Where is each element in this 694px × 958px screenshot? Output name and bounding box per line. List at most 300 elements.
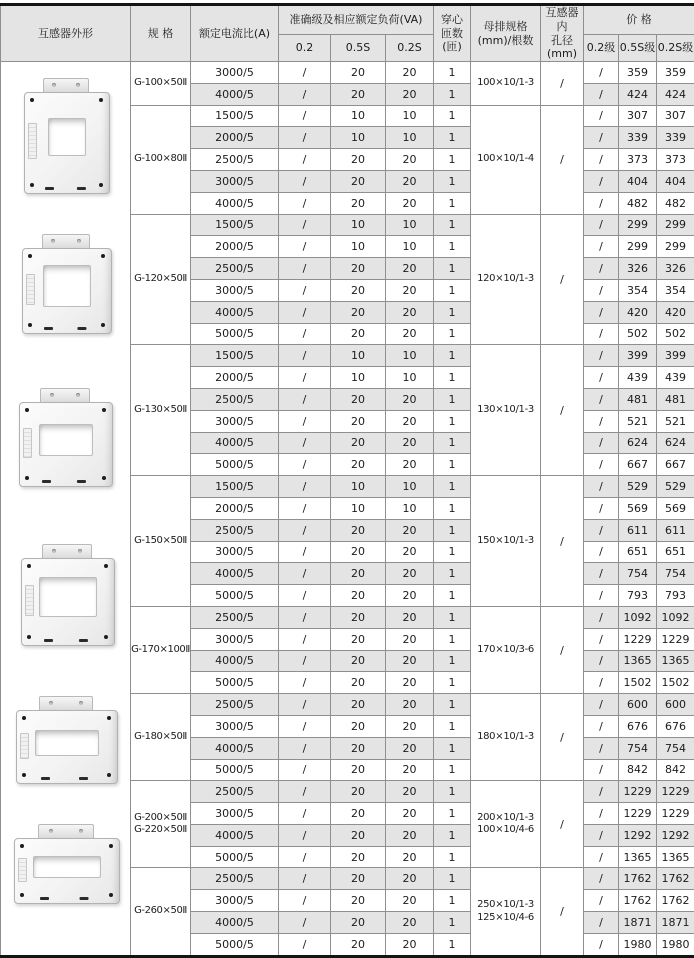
cell-price-05s: 299 (619, 236, 657, 258)
cell-va-02: / (279, 454, 331, 476)
cell-va-02: / (279, 933, 331, 956)
cell-va-02: / (279, 127, 331, 149)
cell-price-05s: 754 (619, 737, 657, 759)
cell-ratio: 4000/5 (191, 192, 279, 214)
cell-va-02s: 10 (386, 214, 434, 236)
cell-va-05s: 20 (331, 258, 386, 280)
cell-ratio: 2000/5 (191, 127, 279, 149)
cell-price-02s: 404 (657, 170, 694, 192)
cell-price-02s: 1229 (657, 781, 694, 803)
cell-price-02s: 481 (657, 388, 694, 410)
cell-va-02s: 20 (386, 628, 434, 650)
cell-price-02: / (584, 628, 619, 650)
cell-turns: 1 (434, 323, 471, 345)
cell-price-02s: 502 (657, 323, 694, 345)
cell-spec: G-180×50Ⅱ (131, 694, 191, 781)
cell-va-02: / (279, 628, 331, 650)
cell-price-02s: 1502 (657, 672, 694, 694)
cell-price-05s: 667 (619, 454, 657, 476)
transformer-detail (23, 428, 32, 458)
cell-va-02s: 20 (386, 781, 434, 803)
cell-price-02s: 651 (657, 541, 694, 563)
transformer-detail (30, 98, 34, 102)
cell-spec: G-100×50Ⅱ (131, 62, 191, 106)
cell-va-05s: 10 (331, 105, 386, 127)
cell-ratio: 4000/5 (191, 432, 279, 454)
cell-price-02: / (584, 541, 619, 563)
header-spec: 规 格 (131, 5, 191, 62)
transformer-photo-5 (16, 696, 116, 784)
cell-va-02s: 20 (386, 672, 434, 694)
cell-price-02s: 354 (657, 279, 694, 301)
cell-price-02: / (584, 824, 619, 846)
cell-price-02: / (584, 345, 619, 367)
cell-price-05s: 307 (619, 105, 657, 127)
cell-turns: 1 (434, 170, 471, 192)
cell-va-05s: 20 (331, 933, 386, 956)
cell-turns: 1 (434, 563, 471, 585)
cell-price-02s: 624 (657, 432, 694, 454)
cell-va-02: / (279, 497, 331, 519)
cell-price-02s: 299 (657, 236, 694, 258)
cell-price-02s: 600 (657, 694, 694, 716)
cell-va-05s: 20 (331, 715, 386, 737)
cell-va-05s: 20 (331, 519, 386, 541)
cell-va-02: / (279, 715, 331, 737)
header-price: 价 格 (584, 5, 694, 35)
cell-price-05s: 1292 (619, 824, 657, 846)
cell-price-02s: 676 (657, 715, 694, 737)
cell-va-02: / (279, 737, 331, 759)
cell-va-02s: 20 (386, 715, 434, 737)
cell-va-05s: 20 (331, 563, 386, 585)
cell-turns: 1 (434, 454, 471, 476)
cell-va-05s: 10 (331, 476, 386, 498)
cell-price-02: / (584, 890, 619, 912)
cell-price-02s: 1762 (657, 890, 694, 912)
transformer-detail (20, 844, 24, 848)
cell-price-02: / (584, 694, 619, 716)
cell-va-02s: 10 (386, 497, 434, 519)
transformer-photo-3 (19, 388, 111, 487)
cell-va-02: / (279, 672, 331, 694)
cell-price-05s: 1762 (619, 890, 657, 912)
cell-turns: 1 (434, 628, 471, 650)
cell-price-05s: 502 (619, 323, 657, 345)
cell-busbar: 170×10/3-6 (471, 606, 541, 693)
terminal-block (42, 544, 92, 558)
cell-ratio: 2000/5 (191, 497, 279, 519)
cell-va-02s: 20 (386, 519, 434, 541)
cell-va-02s: 20 (386, 846, 434, 868)
cell-price-05s: 354 (619, 279, 657, 301)
cell-ratio: 2500/5 (191, 868, 279, 890)
transformer-photo-6 (14, 824, 118, 904)
cell-price-02: / (584, 62, 619, 84)
table-header (1, 5, 694, 62)
table-row (1, 62, 694, 84)
cell-turns: 1 (434, 715, 471, 737)
cell-ratio: 4000/5 (191, 650, 279, 672)
cell-turns: 1 (434, 650, 471, 672)
cell-turns: 1 (434, 846, 471, 868)
cell-va-02s: 20 (386, 933, 434, 956)
transformer-detail (25, 408, 29, 412)
cell-va-02: / (279, 323, 331, 345)
transformer-detail (27, 564, 31, 568)
transformer-detail (41, 777, 50, 780)
cell-price-02s: 1762 (657, 868, 694, 890)
cell-ratio: 5000/5 (191, 933, 279, 956)
cell-va-05s: 20 (331, 672, 386, 694)
cell-va-02: / (279, 83, 331, 105)
cell-price-05s: 624 (619, 432, 657, 454)
cell-va-02s: 20 (386, 432, 434, 454)
cell-ratio: 5000/5 (191, 585, 279, 607)
cell-ratio: 5000/5 (191, 846, 279, 868)
cell-turns: 1 (434, 803, 471, 825)
cell-price-02: / (584, 83, 619, 105)
cell-va-02: / (279, 236, 331, 258)
header-busbar: 母排规格 (mm)/根数 (471, 5, 541, 62)
cell-va-02s: 20 (386, 541, 434, 563)
busbar-window (39, 577, 97, 617)
cell-va-05s: 20 (331, 62, 386, 84)
cell-va-05s: 10 (331, 127, 386, 149)
cell-busbar: 180×10/1-3 (471, 694, 541, 781)
cell-price-02s: 359 (657, 62, 694, 84)
cell-price-02: / (584, 192, 619, 214)
cell-price-05s: 611 (619, 519, 657, 541)
cell-price-05s: 420 (619, 301, 657, 323)
cell-price-02s: 1871 (657, 912, 694, 934)
terminal-block (39, 696, 93, 710)
terminal-block (42, 234, 90, 248)
cell-turns: 1 (434, 737, 471, 759)
cell-price-02s: 482 (657, 192, 694, 214)
cell-va-02: / (279, 846, 331, 868)
cell-va-02s: 20 (386, 650, 434, 672)
cell-va-02s: 20 (386, 170, 434, 192)
cell-va-05s: 20 (331, 410, 386, 432)
cell-va-05s: 20 (331, 650, 386, 672)
cell-spec: G-120×50Ⅱ (131, 214, 191, 345)
cell-turns: 1 (434, 345, 471, 367)
header-price-02s: 0.2S级 (657, 34, 694, 61)
cell-ratio: 3000/5 (191, 279, 279, 301)
cell-price-05s: 1980 (619, 933, 657, 956)
cell-va-02: / (279, 519, 331, 541)
cell-busbar: 130×10/1-3 (471, 345, 541, 476)
catalog-table (0, 3, 694, 958)
cell-turns: 1 (434, 824, 471, 846)
cell-ratio: 5000/5 (191, 672, 279, 694)
cell-turns: 1 (434, 149, 471, 171)
cell-price-02s: 420 (657, 301, 694, 323)
cell-va-02: / (279, 890, 331, 912)
transformer-body (21, 558, 115, 646)
cell-price-02: / (584, 519, 619, 541)
transformer-body (14, 838, 120, 904)
cell-va-05s: 20 (331, 541, 386, 563)
cell-price-05s: 339 (619, 127, 657, 149)
cell-ratio: 3000/5 (191, 541, 279, 563)
transformer-body (24, 92, 110, 194)
transformer-detail (25, 585, 34, 616)
cell-va-02: / (279, 781, 331, 803)
cell-ratio: 2500/5 (191, 519, 279, 541)
cell-busbar: 200×10/1-3 100×10/4-6 (471, 781, 541, 868)
cell-va-02: / (279, 650, 331, 672)
cell-price-02: / (584, 301, 619, 323)
header-ratio: 额定电流比(A) (191, 5, 279, 62)
cell-va-02s: 20 (386, 454, 434, 476)
cell-price-02: / (584, 737, 619, 759)
cell-va-05s: 10 (331, 345, 386, 367)
cell-turns: 1 (434, 476, 471, 498)
cell-va-02s: 20 (386, 410, 434, 432)
cell-va-02s: 10 (386, 236, 434, 258)
cell-va-05s: 10 (331, 214, 386, 236)
cell-va-02: / (279, 214, 331, 236)
cell-price-05s: 399 (619, 345, 657, 367)
cell-turns: 1 (434, 83, 471, 105)
cell-price-02: / (584, 323, 619, 345)
cell-turns: 1 (434, 519, 471, 541)
cell-price-05s: 569 (619, 497, 657, 519)
cell-price-05s: 529 (619, 476, 657, 498)
cell-va-02: / (279, 824, 331, 846)
cell-price-02: / (584, 912, 619, 934)
cell-price-05s: 1365 (619, 846, 657, 868)
cell-ratio: 2500/5 (191, 258, 279, 280)
cell-price-05s: 676 (619, 715, 657, 737)
cell-price-05s: 359 (619, 62, 657, 84)
cell-turns: 1 (434, 62, 471, 84)
cell-va-05s: 20 (331, 454, 386, 476)
cell-ratio: 1500/5 (191, 105, 279, 127)
cell-va-02: / (279, 759, 331, 781)
cell-ratio: 4000/5 (191, 83, 279, 105)
cell-ratio: 4000/5 (191, 824, 279, 846)
cell-va-02s: 20 (386, 803, 434, 825)
cell-price-02s: 399 (657, 345, 694, 367)
cell-va-02s: 20 (386, 388, 434, 410)
cell-va-05s: 20 (331, 192, 386, 214)
cell-price-02s: 373 (657, 149, 694, 171)
cell-turns: 1 (434, 497, 471, 519)
cell-va-02: / (279, 170, 331, 192)
terminal-block (43, 78, 89, 92)
cell-bore: / (541, 868, 584, 956)
cell-ratio: 5000/5 (191, 323, 279, 345)
transformer-photo-1 (24, 78, 108, 194)
cell-va-02: / (279, 912, 331, 934)
cell-price-02s: 307 (657, 105, 694, 127)
cell-va-02s: 20 (386, 759, 434, 781)
cell-spec: G-150×50Ⅱ (131, 476, 191, 607)
cell-va-05s: 20 (331, 170, 386, 192)
cell-va-02s: 10 (386, 345, 434, 367)
cell-va-05s: 10 (331, 497, 386, 519)
cell-bore: / (541, 105, 584, 214)
cell-price-05s: 1229 (619, 781, 657, 803)
cell-bore: / (541, 694, 584, 781)
cell-price-05s: 1092 (619, 606, 657, 628)
cell-ratio: 3000/5 (191, 803, 279, 825)
cell-price-05s: 1762 (619, 868, 657, 890)
cell-price-05s: 1502 (619, 672, 657, 694)
transformer-detail (20, 733, 29, 759)
cell-va-05s: 20 (331, 83, 386, 105)
cell-price-02: / (584, 367, 619, 389)
cell-turns: 1 (434, 694, 471, 716)
cell-busbar: 100×10/1-3 (471, 62, 541, 106)
cell-spec: G-130×50Ⅱ (131, 345, 191, 476)
cell-price-02s: 611 (657, 519, 694, 541)
cell-va-02s: 20 (386, 149, 434, 171)
header-accuracy-02: 0.2 (279, 34, 331, 61)
cell-busbar: 120×10/1-3 (471, 214, 541, 345)
cell-price-02s: 667 (657, 454, 694, 476)
cell-price-02: / (584, 127, 619, 149)
cell-price-02: / (584, 279, 619, 301)
cell-va-05s: 20 (331, 694, 386, 716)
header-accuracy-02s: 0.2S (386, 34, 434, 61)
transformer-body (16, 710, 118, 784)
cell-va-02s: 10 (386, 105, 434, 127)
cell-va-05s: 20 (331, 301, 386, 323)
cell-va-05s: 10 (331, 236, 386, 258)
cell-price-02: / (584, 149, 619, 171)
cell-va-02: / (279, 345, 331, 367)
cell-price-02s: 569 (657, 497, 694, 519)
cell-turns: 1 (434, 759, 471, 781)
cell-turns: 1 (434, 781, 471, 803)
cell-price-02: / (584, 781, 619, 803)
cell-bore: / (541, 62, 584, 106)
cell-price-02: / (584, 563, 619, 585)
cell-va-02s: 20 (386, 301, 434, 323)
cell-va-02s: 10 (386, 367, 434, 389)
cell-turns: 1 (434, 890, 471, 912)
cell-ratio: 1500/5 (191, 345, 279, 367)
cell-ratio: 3000/5 (191, 410, 279, 432)
cell-va-02: / (279, 105, 331, 127)
cell-va-02: / (279, 367, 331, 389)
cell-turns: 1 (434, 279, 471, 301)
cell-va-02s: 20 (386, 585, 434, 607)
cell-ratio: 4000/5 (191, 563, 279, 585)
cell-price-02: / (584, 105, 619, 127)
cell-turns: 1 (434, 258, 471, 280)
terminal-block (40, 388, 90, 402)
cell-price-02: / (584, 803, 619, 825)
cell-price-02s: 1365 (657, 846, 694, 868)
cell-price-02s: 1229 (657, 803, 694, 825)
cell-va-02s: 20 (386, 563, 434, 585)
cell-va-05s: 20 (331, 890, 386, 912)
cell-ratio: 3000/5 (191, 715, 279, 737)
cell-bore: / (541, 781, 584, 868)
cell-va-05s: 20 (331, 388, 386, 410)
cell-turns: 1 (434, 192, 471, 214)
cell-price-05s: 1229 (619, 803, 657, 825)
cell-ratio: 3000/5 (191, 170, 279, 192)
cell-bore: / (541, 214, 584, 345)
cell-ratio: 2500/5 (191, 388, 279, 410)
header-accuracy: 准确级及相应额定负荷(VA) (279, 5, 434, 35)
cell-va-02: / (279, 410, 331, 432)
transformer-detail (26, 274, 35, 305)
cell-price-02s: 521 (657, 410, 694, 432)
cell-price-02: / (584, 868, 619, 890)
cell-price-02: / (584, 476, 619, 498)
cell-va-02: / (279, 432, 331, 454)
cell-price-05s: 600 (619, 694, 657, 716)
cell-ratio: 3000/5 (191, 890, 279, 912)
cell-va-05s: 20 (331, 868, 386, 890)
cell-va-02s: 20 (386, 62, 434, 84)
cell-price-02s: 793 (657, 585, 694, 607)
cell-price-02: / (584, 388, 619, 410)
header-accuracy-05s: 0.5S (331, 34, 386, 61)
cell-price-02s: 1980 (657, 933, 694, 956)
cell-va-05s: 20 (331, 149, 386, 171)
cell-turns: 1 (434, 301, 471, 323)
cell-ratio: 5000/5 (191, 454, 279, 476)
cell-turns: 1 (434, 127, 471, 149)
cell-va-02s: 20 (386, 694, 434, 716)
cell-va-02s: 20 (386, 890, 434, 912)
cell-turns: 1 (434, 432, 471, 454)
cell-bore: / (541, 476, 584, 607)
cell-busbar: 100×10/1-4 (471, 105, 541, 214)
cell-va-02: / (279, 541, 331, 563)
transformer-body (22, 248, 112, 334)
cell-va-02: / (279, 388, 331, 410)
cell-turns: 1 (434, 585, 471, 607)
cell-va-02s: 20 (386, 279, 434, 301)
cell-price-02s: 842 (657, 759, 694, 781)
cell-price-05s: 482 (619, 192, 657, 214)
cell-va-05s: 20 (331, 912, 386, 934)
cell-price-02s: 1092 (657, 606, 694, 628)
cell-va-02s: 20 (386, 258, 434, 280)
cell-price-05s: 373 (619, 149, 657, 171)
cell-price-02s: 424 (657, 83, 694, 105)
cell-ratio: 1500/5 (191, 214, 279, 236)
cell-va-05s: 20 (331, 606, 386, 628)
cell-ratio: 4000/5 (191, 912, 279, 934)
cell-va-05s: 20 (331, 824, 386, 846)
cell-price-02s: 529 (657, 476, 694, 498)
cell-price-05s: 481 (619, 388, 657, 410)
cell-price-05s: 842 (619, 759, 657, 781)
cell-va-02: / (279, 563, 331, 585)
cell-price-02: / (584, 846, 619, 868)
cell-ratio: 2500/5 (191, 149, 279, 171)
cell-busbar: 150×10/1-3 (471, 476, 541, 607)
cell-price-02: / (584, 432, 619, 454)
cell-va-05s: 20 (331, 323, 386, 345)
cell-busbar: 250×10/1-3 125×10/4-6 (471, 868, 541, 956)
cell-price-02: / (584, 672, 619, 694)
cell-price-05s: 326 (619, 258, 657, 280)
cell-price-02: / (584, 715, 619, 737)
cell-ratio: 5000/5 (191, 759, 279, 781)
cell-va-02s: 20 (386, 606, 434, 628)
